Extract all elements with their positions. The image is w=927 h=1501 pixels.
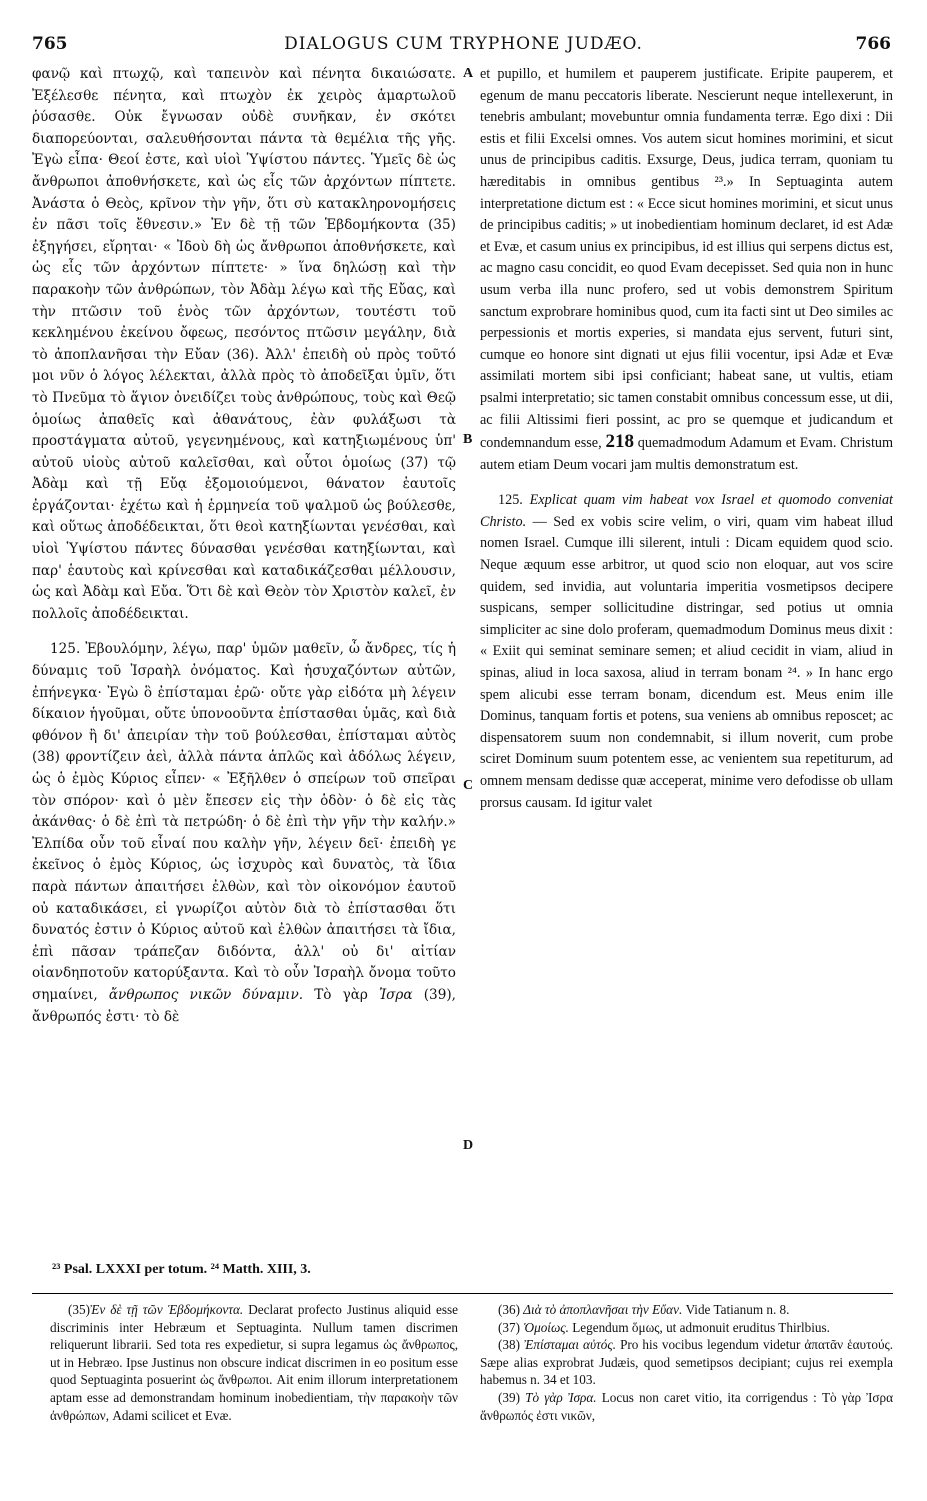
note-lemma: Ὁμοίως. xyxy=(523,1319,569,1335)
greek-text: Τὸ γὰρ xyxy=(303,986,368,1003)
note-lemma: Διὰ τὸ ἀποπλανῆσαι τὴν Εὔαν. xyxy=(523,1302,683,1317)
margin-letter-d: D xyxy=(463,1138,474,1153)
note-text: Legendum ὅμως, ut admonuit eruditus Thirlbius. xyxy=(572,1319,830,1335)
note-text: Locus non caret vitio, ita corrigendus : Τὸ γὰρ Ἰσρα ἄνθρωπός ἐστι νικῶν, xyxy=(480,1389,894,1423)
note-text: Pro his vocibus legendum videtur ἀπατᾶν ἑαυτούς. Sæpe alias exprobrat Judæis, quod semetipsos decipiant; cujus rei exempla habemus n. 34 et 103. xyxy=(480,1337,894,1388)
note-text: Declarat profecto Justinus aliquid esse discriminis inter Hebræum et Septuaginta. Nullum tamen discrimen reliquerunt librarii. Sed tota res expedietur, si supra legamus ὡς ἄνθρωπος, ut in Hebræo. Ipse Justinus non obscure indicat discrimen in eo positum esse quod Septuaginta posuerint ὡς ἄνθρωποι. Ait enim illorum interpretationem aptam esse ad demonstrandam hominum inobedientiam, τὴν παρακοὴν τῶν ἀνθρώπων, Adami scilicet et Evæ. xyxy=(50,1302,458,1423)
latin-column xyxy=(480,64,893,814)
margin-letter-c: C xyxy=(463,778,474,793)
notes-left xyxy=(50,1301,458,1424)
latin-text: quemadmodum Adamum et Evam. Christum autem etiam Deum vocari jam multis demonstratum est. xyxy=(480,435,894,473)
latin-paragraph-1 xyxy=(480,64,893,476)
note-36 xyxy=(480,1301,893,1319)
section-number: 125. xyxy=(498,492,523,509)
note-38 xyxy=(480,1336,893,1389)
note-lemma: Τὸ γὰρ Ἰσρα. xyxy=(525,1389,597,1405)
greek-column xyxy=(32,64,456,1028)
latin-text: — Sed ex vobis scire velim, o viri, quam vim habeat illud nomen Israel. Cumque illi silerent, intuli : Dicam equidem quod scio. Neque æquum esse arbitror, ut quod scio non eloquar, aut vos scire quidem, sed invidia, aut voluntaria imperitia vosmetipsos decipere suspicans, semper sollicitudine distringar, sed potius ut omnia simpliciter ac sine dolo proferam, quemadmodum Dominus meus dixit : « Exiit qui seminat seminare semen; et aliud cecidit in viam, aliud in spinas, aliud in loca saxosa, aliud in terram bonam ²⁴. » In hanc ergo spem alicubi esse terram bonam, dicendum est. Meus enim ille Dominus, tanquam fortis et potens, sua veniens ab omnibus reposcet; ac dispensatorem suum non condemnabit, si illum noverit, cum probe sciret Dominum suum potentem esse, ac venientem sua repetiturum, ad omnem mensam dedisse quæ acceperat, minime vero defodisse ob ullam prorsus causam. Id igitur valet xyxy=(480,513,894,811)
greek-text: 125. Ἐβουλόμην, λέγω, παρ' ὑμῶν μαθεῖν, ὦ ἄνδρες, τίς ἡ δύναμις τοῦ Ἰσραὴλ ὀνόματος. Καὶ ἡσυχαζόντων αὐτῶν, ἐπήνεγκα· Ἐγὼ ὃ ἐπίσταμαι ἐρῶ· οὔτε γὰρ εἰδότα μὴ λέγειν δίκαιον ἡγοῦμαι, οὔτε ὑπονοοῦντα ἐπίστασθαι ὑμᾶς, καὶ διὰ φθόνον ἢ δι' ἀπειρίαν τὴν τοῦ βούλεσθαι, ἐπίσταμαι αὐτὸς (38) φροντίζειν ἀεὶ, ἀλλὰ πάντα ἁπλῶς καὶ ἀδόλως λέγειν, ὡς ὁ ἐμὸς Κύριος εἶπεν· « Ἐξῆλθεν ὁ σπείρων τοῦ σπεῖραι τὸν σπόρον· καὶ ὁ μὲν ἔπεσεν εἰς τὴν ὁδὸν· ὁ δὲ εἰς τὰς ἀκάνθας· ὁ δὲ ἐπὶ τὰ πετρώδη· ὁ δὲ ἐπὶ τὴν γῆν τὴν καλήν.» Ἐλπίδα οὖν τοῦ εἶναί που καλὴν γῆν, λέγειν δεῖ· ἐπειδὴ γε ἐκεῖνος ὁ ἐμὸς Κύριος, ὡς ἰσχυρὸς καὶ δυνατὸς, τὰ ἴδια παρὰ πάντων ἀπαιτήσει ἐλθὼν, καὶ τὸν οἰκονόμον ἑαυτοῦ οὐ καταδικάσει, εἰ γνωρίζοι αὐτὸν διὰ τὸ ἐπίστασθαι ὅτι δυνατός ἐστιν ὁ Κύριος αὐτοῦ καὶ ἐλθὼν ἀπαιτήσει τὰ ἴδια, ἐπὶ πᾶσαν τράπεζαν διδόντα, ἀλλ' οὐ δι' αἰτίαν οἱανδηποτοῦν κατορύξαντα. Καὶ τὸ οὖν Ἰσραὴλ ὄνομα τοῦτο σημαίνει, xyxy=(32,641,456,1003)
column-number: 218 xyxy=(605,431,634,453)
note-39 xyxy=(480,1389,893,1424)
note-number: (36) xyxy=(498,1302,520,1317)
note-number: (37) xyxy=(498,1319,520,1335)
section-summary: Explicat quam vim habeat vox Israel et quomodo conveniat Christo. xyxy=(480,492,893,530)
greek-paragraph-1: φανῷ καὶ πτωχῷ, καὶ ταπεινὸν καὶ πένητα δικαιώσατε. Ἐξέλεσθε πένητα, καὶ πτωχὸν ἐκ χειρὸς ἁμαρτωλοῦ ῥύσασθε. Οὐκ ἔγνωσαν οὐδὲ συνῆκαν, ἐν σκότει διαπορεύονται, σαλευθήσονται πάντα τὰ θεμέλια τῆς γῆς. Ἐγὼ εἶπα· Θεοί ἐστε, καὶ υἱοὶ Ὑψίστου πάντες. Ὑμεῖς δὲ ὡς ἄνθρωποι ἀποθνήσκετε, καὶ ὡς εἷς τῶν ἀρχόντων πίπτετε. Ἀνάστα ὁ Θεὸς, κρῖνον τὴν γῆν, ὅτι σὺ κατακληρονομήσεις ἐν πᾶσι τοῖς ἔθνεσιν.» Ἐν δὲ τῇ τῶν Ἑβδομήκοντα (35) ἐξηγήσει, εἴρηται· « Ἰδοὺ δὴ ὡς ἄνθρωποι ἀποθνήσκετε, καὶ ὡς εἷς τῶν ἀρχόντων πίπτετε· » ἵνα δηλώσῃ καὶ τὴν παρακοὴν τῶν ἀνθρώπων, τὸν Ἀδὰμ λέγω καὶ τῆς Εὔας, καὶ τὴν πτῶσιν τοῦ ἑνὸς τῶν ἀρχόντων, τουτέστι τοῦ κεκλημένου ἐκείνου ὄφεως, πεσόντος πτῶσιν μεγάλην, διὰ τὸ ἀποπλανῆσαι τὴν Εὔαν (36). Ἀλλ' ἐπειδὴ οὐ πρὸς τοῦτό μοι νῦν ὁ λόγος λέλεκται, ἀλλὰ πρὸς τὸ ἀποδεῖξαι ὑμῖν, ὅτι τὸ Πνεῦμα τὸ ἅγιον ὀνειδίζει τοὺς ἀνθρώπους, τοὺς καὶ Θεῷ ὁμοίως ἀπαθεῖς καὶ ἀθανάτους, ἐὰν φυλάξωσι τὰ προστάγματα αὐτοῦ, γεγενημένους, καὶ κατηξιωμένους ὑπ' αὐτοῦ υἱοὺς αὐτοῦ καλεῖσθαι, καὶ οὗτοι ὁμοίως (37) τῷ Ἀδὰμ καὶ τῇ Εὔᾳ ἐξομοιούμενοι, θάνατον ἑαυτοῖς ἐργάζονται· ἐχέτω καὶ ἡ ἑρμηνεία τοῦ ψαλμοῦ ὡς βούλεσθε, καὶ οὕτως ἀποδέδεικται, ὅτι θεοὶ κατηξίωνται γενέσθαι, καὶ υἱοὶ Ὑψίστου πάντες δύνασθαι γενέσθαι κατηξίωνται, καὶ παρ' ἑαυτοὺς καὶ κρίνεσθαι καὶ καταδικάζεσθαι μέλλουσιν, ὡς καὶ Ἀδὰμ καὶ Εὔα. Ὅτι δὲ καὶ Θεὸν τὸν Χριστὸν καλεῖ, ἐν πολλοῖς ἀποδέδεικται. xyxy=(32,66,456,622)
margin-letter-b: B xyxy=(463,432,473,447)
page-number-left: 765 xyxy=(32,34,68,54)
greek-text: (39), ἄνθρωπός ἐστι· τὸ δὲ xyxy=(32,986,456,1025)
note-number: (35) xyxy=(68,1302,90,1317)
margin-letter-a: A xyxy=(463,66,474,81)
greek-italic: ἄνθρωπος νικῶν δύναμιν. xyxy=(108,986,304,1003)
note-number: (38) xyxy=(498,1337,520,1353)
greek-paragraph-125 xyxy=(32,639,456,1028)
note-35 xyxy=(50,1301,458,1424)
scripture-footnotes: ²³ Psal. LXXXI per totum. ²⁴ Matth. XIII, 3. xyxy=(52,1262,311,1277)
notes-divider xyxy=(32,1293,893,1294)
note-37 xyxy=(480,1319,893,1337)
page-number-right: 766 xyxy=(855,34,891,54)
note-number: (39) xyxy=(498,1389,520,1405)
greek-italic: Ἰσρα xyxy=(379,986,413,1003)
note-text: Vide Tatianum n. 8. xyxy=(685,1302,790,1317)
latin-text: et pupillo, et humilem et pauperem justificate. Eripite pauperem, et egenum de manu peccatoris liberate. Nescierunt neque intellexerunt, in tenebris ambulant; movebuntur omnia fundamenta terræ. Ego dixi : Dii estis et filii Excelsi omnes. Vos autem sicut homines morimini, et sicut unus de principibus caditis. Exsurge, Deus, judica terram, quoniam tu hæreditabis in omnibus gentibus ²³.» In Septuaginta autem interpretatione dictum est : « Ecce sicut homines morimini, et sicut unus de principibus caditis; » ut inobedientiam hominum declaret, id est Adæ et Evæ, et casum unius ex principibus, id est illius qui serpens dictus est, ac magno casu concidit, eo quod Evam decepisset. Sed quia non in hunc usum verba illa nunc profero, sed ut vobis demonstrem Spiritum sanctum exprobrare hominibus quod, cum ita facti sint ut Deo similes ac perpessionis et mortis experies, si mandata ejus servent, futuri sint, cumque eo honore sint dignati ut ejus filii vocentur, ipsi Adæ et Evæ assimilati mortem sibi ipsi conficiant; habeat sane, ut vultis, etiam psalmi interpretatio; sic tamen constabit omnibus concessum esse, ut dii, ac filii Altissimi fieri possint, ac pro se quemque et judicandum et condemnandum esse, xyxy=(480,66,893,452)
running-header xyxy=(0,34,927,64)
latin-paragraph-125 xyxy=(480,490,893,814)
note-lemma: Ἐπίσταμαι αὐτός. xyxy=(524,1337,616,1353)
note-lemma: Ἐν δὲ τῇ τῶν Ἑβδομήκοντα. xyxy=(89,1302,244,1317)
notes-right xyxy=(480,1301,893,1424)
running-title: DIALOGUS CUM TRYPHONE JUDÆO. xyxy=(284,34,643,54)
